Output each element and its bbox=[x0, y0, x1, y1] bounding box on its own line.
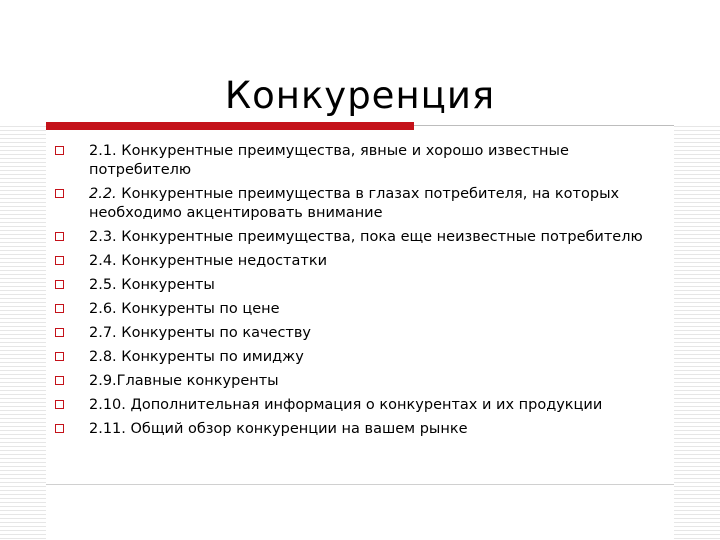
list-item bbox=[52, 372, 672, 391]
list-item-text: 2.7. Конкуренты по качеству bbox=[89, 325, 312, 341]
list-item-text: 2.8. Конкуренты по имиджу bbox=[89, 349, 304, 365]
hollow-square-bullet-icon bbox=[55, 352, 64, 361]
list-item-text: 2.9.Главные конкуренты bbox=[89, 373, 279, 389]
hollow-square-bullet-icon bbox=[55, 232, 64, 241]
hollow-square-bullet-icon bbox=[55, 146, 64, 155]
list-item-text: 2.11. Общий обзор конкуренции на вашем рынке bbox=[89, 421, 468, 437]
list-item-text: 2.5. Конкуренты bbox=[89, 277, 215, 293]
list-item-number: 2.2. bbox=[89, 186, 117, 202]
list-item-text: 2.6. Конкуренты по цене bbox=[89, 301, 280, 317]
hollow-square-bullet-icon bbox=[55, 280, 64, 289]
list-item bbox=[52, 420, 672, 439]
list-item bbox=[52, 348, 672, 367]
bottom-divider-line bbox=[46, 484, 674, 485]
hollow-square-bullet-icon bbox=[55, 189, 64, 198]
list-item bbox=[52, 324, 672, 343]
title-accent-bar bbox=[46, 122, 414, 130]
list-item bbox=[52, 300, 672, 319]
hollow-square-bullet-icon bbox=[55, 304, 64, 313]
list-item bbox=[52, 276, 672, 295]
list-item-text: 2.1. Конкурентные преимущества, явные и хорошо известные потребителю bbox=[89, 143, 569, 178]
list-item bbox=[52, 396, 672, 415]
slide-title: Конкуренция bbox=[224, 74, 496, 117]
list-item-text: 2.10. Дополнительная информация о конкурентах и их продукции bbox=[89, 397, 603, 413]
bullet-list bbox=[52, 142, 672, 444]
list-item-text: 2.4. Конкурентные недостатки bbox=[89, 253, 328, 269]
hollow-square-bullet-icon bbox=[55, 328, 64, 337]
list-item bbox=[52, 142, 672, 180]
list-item-text: Конкурентные преимущества в глазах потребителя, на которых необходимо акцентировать внимание bbox=[89, 186, 620, 221]
hollow-square-bullet-icon bbox=[55, 256, 64, 265]
list-item-text: 2.3. Конкурентные преимущества, пока еще неизвестные потребителю bbox=[89, 229, 643, 245]
hollow-square-bullet-icon bbox=[55, 424, 64, 433]
list-item bbox=[52, 228, 672, 247]
hollow-square-bullet-icon bbox=[55, 400, 64, 409]
list-item bbox=[52, 185, 672, 223]
list-item bbox=[52, 252, 672, 271]
hollow-square-bullet-icon bbox=[55, 376, 64, 385]
